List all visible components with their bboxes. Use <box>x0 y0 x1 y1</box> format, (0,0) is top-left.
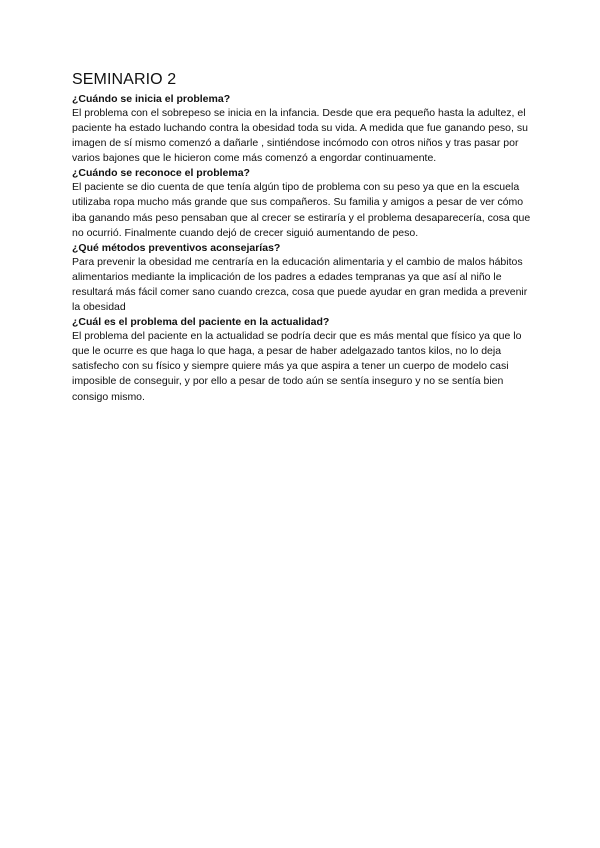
answer-paragraph: Para prevenir la obesidad me centraría en la educación alimentaria y el cambio de malos hábitos alimentarios mediante la implicación de los padres a edades tempranas ya que así al niño le resultará más fácil comer sano cuando crezca, cosa que puede ayudar en gran medida a prevenir la obesidad <box>72 255 528 314</box>
question-heading: ¿Cuándo se reconoce el problema? <box>72 167 250 180</box>
question-heading: ¿Cuándo se inicia el problema? <box>72 93 231 105</box>
question-heading: ¿Cuál es el problema del paciente en la actualidad? <box>72 316 330 329</box>
answer-paragraph: El problema con el sobrepeso se inicia en la infancia. Desde que era pequeño hasta la adultez, el paciente ha estado luchando contra la obesidad toda su vida. A medida que fue ganando peso, su imagen de sí mismo comenzó a dañarle , sintiéndose incómodo con otros niños y tras pasar por varios bajones que le hicieron come más comenzó a engordar continuamente. <box>72 107 528 165</box>
question-heading: ¿Qué métodos preventivos aconsejarías? <box>72 241 281 254</box>
section-inicio-problema <box>72 92 534 166</box>
document-title: SEMINARIO 2 <box>72 71 177 88</box>
section-metodos-preventivos <box>72 241 534 315</box>
document-page <box>72 70 534 405</box>
answer-paragraph: El paciente se dio cuenta de que tenía algún tipo de problema con su peso ya que en la escuela utilizaba ropa mucho más grande que sus compañeros. Su familia y amigos a pesar de ver cómo iba ganando más peso pensaban que al crecer se estiraría y el problema desaparecería, cosa que no ocurrió. Finalmente cuando dejó de crecer siguió aumentando de peso. <box>72 181 531 239</box>
answer-paragraph: El problema del paciente en la actualidad se podría decir que es más mental que físico ya que lo que le ocurre es que haga lo que haga, a pesar de haber adelgazado tantos kilos, no lo deja satisfecho con su físico y siempre quiere más ya que aspira a tener un cuerpo de modelo casi imposible de conseguir, y por ello a pesar de todo aún se sentía inseguro y no se sentía bien consigo mismo. <box>72 330 522 403</box>
section-problema-actual <box>72 315 534 404</box>
section-reconoce-problema <box>72 166 534 240</box>
